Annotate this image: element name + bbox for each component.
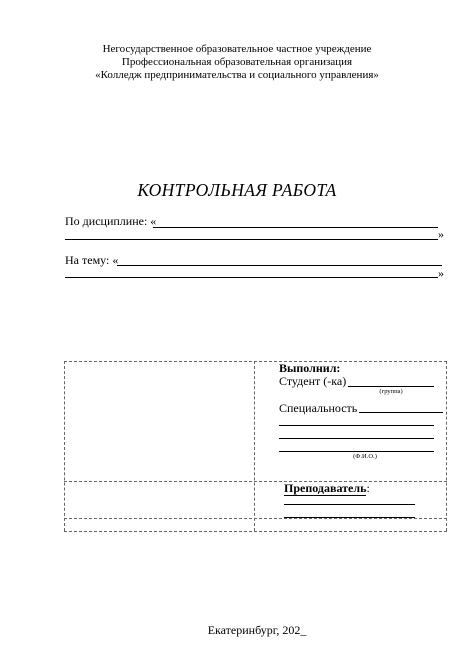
table-border-top <box>64 361 447 362</box>
name-caption: (Ф.И.О.) <box>353 453 377 460</box>
discipline-input-line-2[interactable] <box>65 239 438 240</box>
topic-input-line-2[interactable] <box>65 277 438 278</box>
student-group-line[interactable] <box>348 386 434 387</box>
teacher-signature-line-2[interactable] <box>284 517 415 518</box>
institution-line-1: Негосударственное образовательное частное учреждение <box>102 43 372 55</box>
institution-line-3: «Колледж предпринимательства и социального управления» <box>95 69 379 81</box>
teacher-label: Преподаватель <box>284 481 367 495</box>
extra-line-1[interactable] <box>279 425 434 426</box>
table-border-right <box>446 361 447 531</box>
teacher-colon: : <box>366 481 370 495</box>
teacher-label-wrap <box>284 481 370 495</box>
table-divider-vertical <box>254 361 255 531</box>
discipline-input-line-1[interactable] <box>153 227 438 228</box>
student-label: Студент (-ка) <box>279 374 347 388</box>
topic-closing-quote: » <box>438 266 444 280</box>
table-divider-middle <box>64 481 447 482</box>
topic-label: На тему: « <box>65 253 119 267</box>
teacher-signature-line-1[interactable] <box>284 504 415 505</box>
page-title: КОНТРОЛЬНАЯ РАБОТА <box>137 180 337 200</box>
name-line[interactable] <box>279 451 434 452</box>
discipline-closing-quote: » <box>438 227 444 241</box>
specialty-line[interactable] <box>359 412 443 413</box>
city-year: Екатеринбург, 202_ <box>207 623 307 637</box>
topic-input-line-1[interactable] <box>117 265 442 266</box>
table-divider-lower <box>64 518 447 519</box>
performed-by-label: Выполнил: <box>279 361 341 375</box>
table-border-left <box>64 361 65 531</box>
group-caption: (группа) <box>379 388 403 395</box>
discipline-label: По дисциплине: « <box>65 214 157 228</box>
specialty-label: Специальность <box>279 401 358 415</box>
institution-line-2: Профессиональная образовательная организация <box>121 56 353 68</box>
table-border-bottom <box>64 531 447 532</box>
extra-line-2[interactable] <box>279 438 434 439</box>
